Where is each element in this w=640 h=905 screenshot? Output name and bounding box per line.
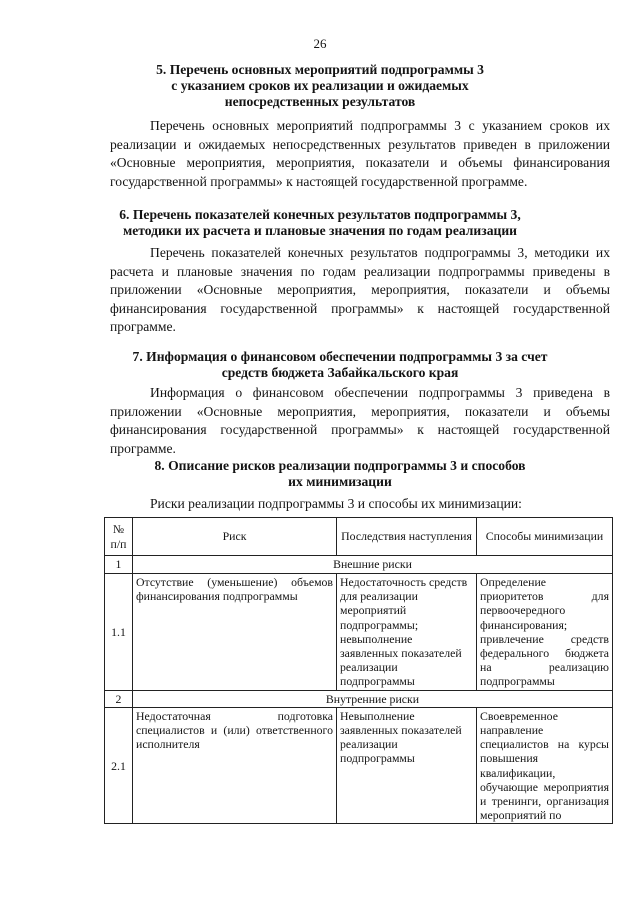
section5-heading-line3: непосредственных результатов (224, 94, 416, 109)
row-risk: Отсутствие (уменьшение) объемов финансирования подпрограммы (133, 574, 337, 691)
section7-heading-line2: средств бюджета Забайкальского края (221, 365, 459, 380)
section7-text: Информация о финансовом обеспечении подпрограммы 3 приведена в приложении «Основные мероприятия, мероприятия, показатели и объемы финансирования государственной программы» к настоящей государственной программе. (110, 385, 610, 456)
row-mitigation: Своевременное направление специалистов на курсы повышения квалификации, обучающие мероприятия и тренинги, организация мероприятий по (477, 707, 613, 824)
group-title: Внешние риски (133, 556, 613, 574)
group-num: 1 (105, 556, 133, 574)
table-row (105, 574, 613, 691)
section6-heading-line2: методики их расчета и плановые значения по годам реализации (122, 223, 517, 238)
header-num: № п/п (105, 518, 133, 556)
row-num: 1.1 (105, 574, 133, 691)
row-consequence: Невыполнение заявленных показателей реализации подпрограммы (337, 707, 477, 824)
header-mitigation: Способы минимизации (477, 518, 613, 556)
section8-heading-line1: 8. Описание рисков реализации подпрограммы 3 и способов (154, 458, 526, 473)
row-risk: Недостаточная подготовка специалистов и (или) ответственного исполнителя (133, 707, 337, 824)
section5-heading-line2: с указанием сроков их реализации и ожидаемых (171, 78, 469, 93)
section5-text: Перечень основных мероприятий подпрограммы 3 с указанием сроков их реализации и ожидаемых непосредственных результатов приведен в приложении «Основные мероприятия, мероприятия, показатели и объемы финансирования государственной программы» к настоящей государственной программе. (110, 118, 610, 189)
section8-intro: Риски реализации подпрограммы 3 и способы их минимизации: (150, 496, 522, 511)
table-header-row (105, 518, 613, 556)
table-group-row (105, 556, 613, 574)
header-risk: Риск (133, 518, 337, 556)
row-mitigation: Определение приоритетов для первоочередного финансирования; привлечение средств федерального бюджета на реализацию подпрограммы (477, 574, 613, 691)
section5-heading-line1: 5. Перечень основных мероприятий подпрограммы 3 (156, 62, 484, 77)
section6-heading-line1: 6. Перечень показателей конечных результатов подпрограммы 3, (119, 207, 521, 222)
section8-heading-line2: их минимизации (288, 474, 392, 489)
section6-text: Перечень показателей конечных результатов подпрограммы 3, методики их расчета и плановые значения по годам реализации подпрограммы приведены в приложении «Основные мероприятия, мероприятия, показатели и объемы финансирования государственной программы» к настоящей государственной программе. (110, 245, 610, 334)
header-consequence: Последствия наступления (337, 518, 477, 556)
row-num: 2.1 (105, 707, 133, 824)
group-title: Внутренние риски (133, 690, 613, 707)
group-num: 2 (105, 690, 133, 707)
page-number: 26 (313, 36, 327, 51)
table-row (105, 707, 613, 824)
section7-heading-line1: 7. Информация о финансовом обеспечении подпрограммы 3 за счет (132, 349, 548, 364)
risks-table (104, 517, 613, 824)
row-consequence: Недостаточность средств для реализации мероприятий подпрограммы; невыполнение заявленных показателей реализации подпрограммы (337, 574, 477, 691)
table-group-row (105, 690, 613, 707)
